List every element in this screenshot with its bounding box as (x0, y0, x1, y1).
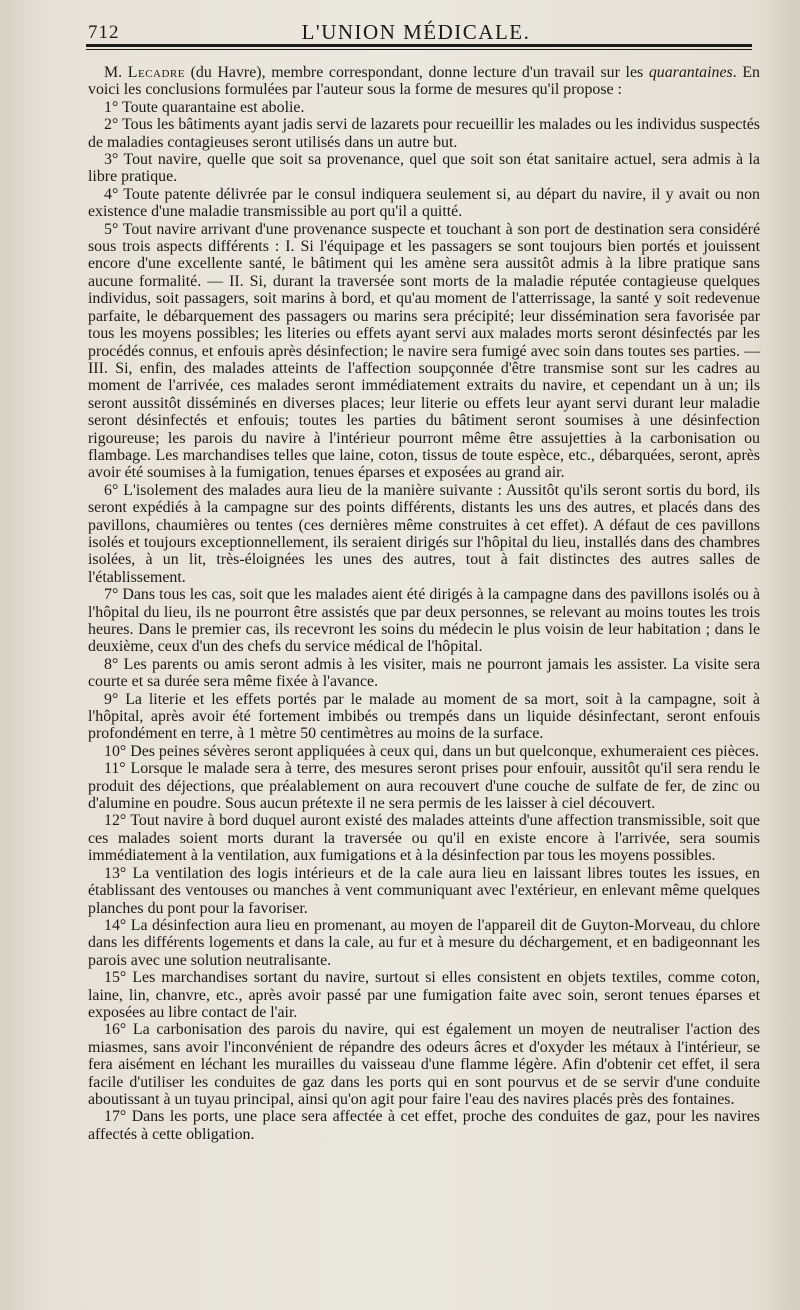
measure-paragraph-11: 11° Lorsque le malade sera à terre, des mesures seront prises pour enfouir, aussitôt qu'il sera rendu le produit des déjections, que préalablement on aura recouvert d'une couche de sulfate de fer, de zinc ou d'alumine en poudre. Sous aucun prétexte il ne sera permis de les laisser à ciel découvert. (88, 760, 760, 813)
measure-paragraph-3: 3° Tout navire, quelle que soit sa provenance, quel que soit son état sanitaire actuel, sera admis à la libre pratique. (88, 151, 760, 186)
measure-paragraph-2: 2° Tous les bâtiments ayant jadis servi de lazarets pour recueillir les malades ou les individus suspectés de maladies contagieuses seront utilisés dans un autre but. (88, 116, 760, 151)
page-number: 712 (88, 22, 120, 43)
intro-text-before: (du Havre), membre correspondant, donne lecture d'un travail sur les (184, 64, 649, 81)
header-rule (86, 44, 752, 47)
measure-paragraph-5: 5° Tout navire arrivant d'une provenance suspecte et touchant à son port de destination sera considéré sous trois aspects différents : I. Si l'équipage et les passagers se sont toujours bien portés et jouissent encore d'une excellente santé, le bâtiment qui les amène sera aussitôt admis à la libre pratique sans aucune formalité. — II. Si, durant la traversée sont morts de la maladie réputée contagieuse quelques individus, soit passagers, soit marins à bord, et qu'au moment de l'atterrissage, la santé y soit redevenue parfaite, le débarquement des passagers ou marins sera précipité; leur dissémination sera favorisée par tous les moyens possibles; les literies ou effets ayant servi aux malades morts seront désinfectés par les procédés connus, et enfouis après désinfection; le navire sera fumigé avec soin dans toutes ses parties. — III. Si, enfin, des malades atteints de l'affection soupçonnée d'être transmise sont sur les cadres au moment de l'arrivée, ces malades seront immédiatement extraits du navire, et cependant un à un; ils seront aussitôt disséminés en diverses places; leur literie ou effets leur ayant servi durant leur maladie seront désinfectés et enfouis; toutes les parties du bâtiment seront soumises à une désinfection rigoureuse; les parois du navire à l'intérieur pourront même être assujetties à la carbonisation ou flambage. Les marchandises telles que laine, coton, tissus de toute espèce, etc., débarquées, seront, après avoir été soumises à la fumigation, tenues éparses et exposées au grand air. (88, 220, 760, 482)
measure-paragraph-17: 17° Dans les ports, une place sera affectée à cet effet, proche des conduites de gaz, pour les navires affectés à cette obligation. (88, 1108, 760, 1143)
measure-paragraph-6: 6° L'isolement des malades aura lieu de la manière suivante : Aussitôt qu'ils seront sortis du bord, ils seront expédiés à la campagne sur des points différents, distants les uns des autres, et placés dans des pavillons, chaumières ou tentes (ces dernières même construites à cet effet). A défaut de ces pavillons isolés et toujours exceptionnellement, ils seraient dirigés sur l'hôpital du lieu, installés dans des chambres isolées, à un lit, très-éloignées les unes des autres, tout à fait distinctes des autres salles de l'établissement. (88, 481, 760, 586)
measure-paragraph-12: 12° Tout navire à bord duquel auront existé des malades atteints d'une affection transmissible, soit que ces malades soient morts durant la traversée ou qu'il en existe encore à l'arrivée, sera soumis immédiatement à la ventilation, aux fumigations et à la désinfection par tous les moyens possibles. (88, 812, 760, 865)
intro-italic-term: quarantaines (648, 64, 733, 81)
measure-paragraph-15: 15° Les marchandises sortant du navire, surtout si elles consistent en objets textiles, comme coton, laine, lin, chanvre, etc., après avoir passé par une fumigation faite avec soin, seront tenues éparses et exposées au libre contact de l'air. (88, 969, 760, 1021)
author-prefix: M. (104, 64, 123, 81)
author-name: Lecadre (127, 64, 185, 81)
measure-paragraph-1: 1° Toute quarantaine est abolie. (104, 98, 305, 116)
intro-paragraph (88, 64, 760, 99)
measure-paragraph-9: 9° La literie et les effets portés par le malade au moment de sa mort, soit à la campagne, soit à l'hôpital, après avoir été fortement imbibés ou trempés dans un liquide désinfectant, seront enfouis profondément en terre, à 1 mètre 50 centimètres au moins de la surface. (88, 690, 760, 743)
measure-paragraph-16: 16° La carbonisation des parois du navire, qui est également un moyen de neutraliser l'action des miasmes, sans avoir l'inconvénient de répandre des odeurs âcres et d'oxyder les métaux à l'intérieur, se fera aisément en léchant les murailles du vaisseau d'une flamme légère. Afin d'obtenir cet effet, il sera facile d'utiliser les conduites de gaz dans les ports qui en sont pourvus et de se servir d'une conduite aboutissant à un tuyau principal, ainsi qu'on agit pour faire l'eau des navires placés près des fontaines. (88, 1021, 760, 1108)
measure-paragraph-4: 4° Toute patente délivrée par le consul indiquera seulement si, au départ du navire, il y avait ou non existence d'une maladie transmissible au port qu'il a quitté. (88, 185, 760, 221)
measure-paragraph-14: 14° La désinfection aura lieu en promenant, au moyen de l'appareil dit de Guyton-Morveau, du chlore dans les différents logements et dans la cale, au fur et à mesure du déchargement, et en badigeonnant les parois avec une solution neutralisante. (88, 916, 760, 969)
measure-paragraph-8: 8° Les parents ou amis seront admis à les visiter, mais ne pourront jamais les assister. La visite sera courte et sa durée sera même fixée à l'avance. (88, 655, 760, 691)
intro-text-after: . En voici les conclusions formulées par l'auteur sous la forme de mesures qu'il propose : (88, 64, 760, 99)
body-text (88, 64, 760, 1143)
measure-paragraph-13: 13° La ventilation des logis intérieurs et de la cale aura lieu en laissant libres toutes les issues, en établissant des ventouses ou manches à vent communiquant avec l'extérieur, en enlevant même quelques planches du pont pour la favoriser. (88, 864, 760, 917)
running-title: L'UNION MÉDICALE. (301, 20, 531, 44)
measure-paragraph-7: 7° Dans tous les cas, soit que les malades aient été dirigés à la campagne dans des pavillons isolés ou à l'hôpital du lieu, ils ne pourront être assistés que par deux personnes, se relevant au moins toutes les trois heures. Dans le premier cas, ils recevront les soins du médecin le plus voisin de leur habitation ; dans le deuxième, ceux d'un des chefs du service médical de l'hôpital. (88, 586, 760, 656)
measure-paragraph-10: 10° Des peines sévères seront appliquées à ceux qui, dans un but quelconque, exhumeraient ces pièces. (104, 742, 760, 760)
header-rule-thin (86, 49, 752, 50)
